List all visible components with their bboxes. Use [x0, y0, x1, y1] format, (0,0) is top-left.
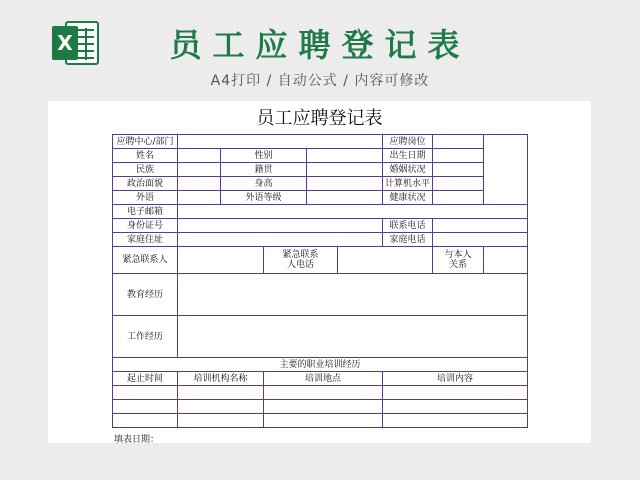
value-cell[interactable]	[383, 400, 528, 414]
banner-title: 员工应聘登记表	[169, 26, 471, 64]
label-contact-phone: 联系电话	[383, 219, 433, 233]
value-cell[interactable]	[307, 149, 383, 163]
form-row	[113, 177, 528, 191]
header-start-end-time: 起止时间	[113, 372, 178, 386]
label-native-place: 籍贯	[221, 163, 307, 177]
value-cell[interactable]	[433, 177, 484, 191]
label-foreign-language: 外语	[113, 191, 178, 205]
label-center-dept: 应聘中心/部门	[113, 135, 178, 149]
label-work: 工作经历	[113, 316, 178, 358]
label-id-number: 身份证号	[113, 219, 178, 233]
training-row	[113, 414, 528, 428]
label-email: 电子邮箱	[113, 205, 178, 219]
label-emergency-phone-line1: 紧急联系	[282, 250, 319, 260]
photo-cell[interactable]	[484, 135, 528, 205]
value-cell[interactable]	[264, 386, 383, 400]
form-row	[113, 372, 528, 386]
training-row	[113, 400, 528, 414]
value-cell[interactable]	[433, 149, 484, 163]
form-sheet	[48, 101, 591, 443]
document-title: 员工应聘登记表	[256, 108, 383, 129]
value-cell[interactable]	[307, 191, 383, 205]
label-training-section: 主要的职业培训经历	[113, 358, 528, 372]
form-row	[113, 205, 528, 219]
value-cell[interactable]	[383, 414, 528, 428]
value-cell[interactable]	[264, 414, 383, 428]
value-cell[interactable]	[484, 247, 528, 274]
value-cell[interactable]	[113, 386, 178, 400]
label-health: 健康状况	[383, 191, 433, 205]
label-relation-line2: 关系	[449, 260, 468, 270]
value-cell[interactable]	[178, 205, 528, 219]
header-content: 培训内容	[383, 372, 528, 386]
label-computer-level: 计算机水平	[383, 177, 433, 191]
form-row	[113, 247, 528, 274]
value-cell[interactable]	[433, 191, 484, 205]
form-row	[113, 191, 528, 205]
label-birth-date: 出生日期	[383, 149, 433, 163]
value-cell[interactable]	[178, 247, 264, 274]
label-home-phone: 家庭电话	[383, 233, 433, 247]
value-cell[interactable]	[178, 191, 221, 205]
label-language-level: 外语等级	[221, 191, 307, 205]
value-cell[interactable]	[113, 414, 178, 428]
form-row	[113, 149, 528, 163]
value-cell[interactable]	[178, 233, 383, 247]
value-cell[interactable]	[178, 386, 264, 400]
value-cell[interactable]	[383, 386, 528, 400]
value-cell[interactable]	[178, 316, 528, 358]
label-relation-line1: 与本人	[444, 250, 472, 260]
banner-subtitle: A4打印 / 自动公式 / 内容可修改	[210, 73, 430, 89]
label-marital-status: 婚姻状况	[383, 163, 433, 177]
value-cell[interactable]	[433, 219, 528, 233]
header-institution: 培训机构名称	[178, 372, 264, 386]
value-cell[interactable]	[178, 414, 264, 428]
value-cell[interactable]	[307, 177, 383, 191]
value-cell[interactable]	[178, 135, 383, 149]
label-gender: 性别	[221, 149, 307, 163]
label-relation	[433, 247, 484, 274]
value-cell[interactable]	[433, 135, 484, 149]
form-row	[113, 274, 528, 316]
form-row	[113, 358, 528, 372]
label-height: 身高	[221, 177, 307, 191]
form-row	[113, 233, 528, 247]
value-cell[interactable]	[433, 233, 528, 247]
value-cell[interactable]	[264, 400, 383, 414]
label-position: 应聘岗位	[383, 135, 433, 149]
value-cell[interactable]	[178, 274, 528, 316]
label-ethnicity: 民族	[113, 163, 178, 177]
value-cell[interactable]	[338, 247, 433, 274]
label-emergency-phone	[264, 247, 338, 274]
form-row	[113, 219, 528, 233]
value-cell[interactable]	[178, 219, 383, 233]
label-emergency-contact: 紧急联系人	[113, 247, 178, 274]
value-cell[interactable]	[178, 400, 264, 414]
value-cell[interactable]	[178, 149, 221, 163]
form-row	[113, 163, 528, 177]
value-cell[interactable]	[307, 163, 383, 177]
training-row	[113, 386, 528, 400]
label-education: 教育经历	[113, 274, 178, 316]
svg-text:X: X	[57, 31, 73, 55]
form-row	[113, 135, 528, 149]
label-name: 姓名	[113, 149, 178, 163]
fill-date-label: 填表日期：	[114, 435, 160, 443]
value-cell[interactable]	[113, 400, 178, 414]
form-row	[113, 316, 528, 358]
label-home-address: 家庭住址	[113, 233, 178, 247]
label-political-status: 政治面貌	[113, 177, 178, 191]
value-cell[interactable]	[433, 163, 484, 177]
label-emergency-phone-line2: 人电话	[286, 260, 314, 270]
header-location: 培训地点	[264, 372, 383, 386]
value-cell[interactable]	[178, 163, 221, 177]
value-cell[interactable]	[178, 177, 221, 191]
application-form-table	[112, 134, 528, 428]
